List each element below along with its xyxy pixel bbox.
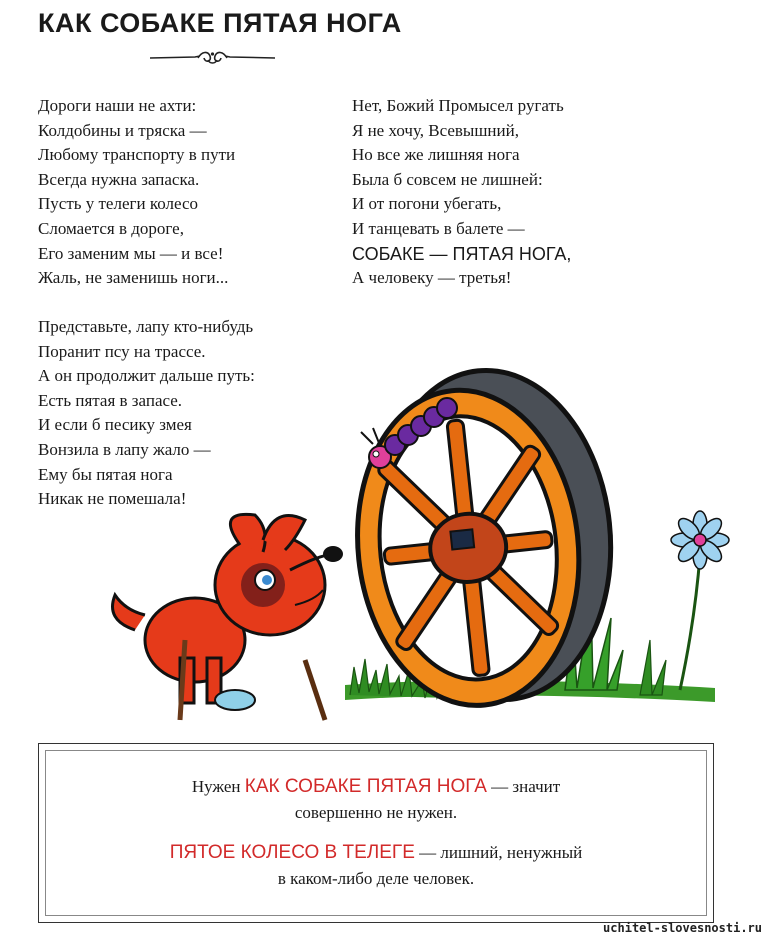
definition-text: — лишний, ненужный: [414, 843, 583, 862]
blue-flower: [671, 511, 729, 690]
poem-line: Колдобины и тряска —: [38, 120, 207, 140]
poem-line: А он продолжит дальше путь:: [38, 366, 255, 386]
definition-text: совершенно не нужен.: [294, 803, 458, 822]
poem-line: А человеку — третья!: [352, 268, 512, 288]
poem-line: Всегда нужна запаска.: [38, 169, 200, 189]
red-dog: [113, 514, 344, 720]
idiom-phrase: КАК СОБАКЕ ПЯТАЯ НОГА: [244, 776, 487, 797]
poem-stanza-3: [352, 94, 571, 291]
poem-line: Сломается в дороге,: [38, 218, 184, 238]
definition-text: Нужен: [191, 777, 245, 796]
page-title: КАК СОБАКЕ ПЯТАЯ НОГА: [38, 8, 402, 38]
idiom-phrase: ПЯТОЕ КОЛЕСО В ТЕЛЕГЕ: [169, 842, 415, 863]
poem-line: Представьте, лапу кто-нибудь: [38, 317, 254, 336]
poem-line: Пусть у телеги колесо: [38, 194, 198, 214]
site-watermark: uchitel-slovesnosti.ru: [603, 921, 762, 935]
definition-text: в каком-либо деле человек.: [277, 869, 475, 888]
poem-line: Вонзила в лапу жало —: [38, 439, 211, 459]
poem-line: Я не хочу, Всевышний,: [352, 120, 519, 140]
poem-line: Но все же лишняя нога: [352, 145, 520, 165]
poem-line: Любому транспорту в пути: [38, 145, 236, 165]
poem-line: Поранит псу на трассе.: [38, 341, 206, 361]
definition-idiom-2: [39, 840, 713, 892]
poem-line: И от погони убегать,: [352, 194, 502, 214]
poem-stanza-1: [38, 94, 235, 291]
poem-line: Есть пятая в запасе.: [38, 390, 183, 410]
poem-line-highlight: СОБАКЕ — ПЯТАЯ НОГА,: [352, 243, 572, 264]
definition-text: — значит: [486, 777, 561, 796]
title-ornament-divider: [150, 50, 275, 66]
poem-line: Дороги наши не ахти:: [38, 96, 197, 115]
poem-line: Его заменим мы — и все!: [38, 243, 224, 263]
definition-box: [38, 743, 714, 923]
dog-and-wheel-illustration: [95, 340, 755, 730]
poem-line: Ему бы пятая нога: [38, 464, 173, 484]
poem-line: И танцевать в балете —: [352, 218, 525, 238]
poem-line: И если б песику змея: [38, 415, 192, 435]
poem-line: Никак не помешала!: [38, 489, 187, 509]
poem-line: Была б совсем не лишней:: [352, 169, 543, 189]
definition-idiom-1: [39, 774, 713, 826]
poem-line: Жаль, не заменишь ноги...: [38, 268, 229, 288]
poem-line: Нет, Божий Промысел ругать: [352, 96, 564, 115]
